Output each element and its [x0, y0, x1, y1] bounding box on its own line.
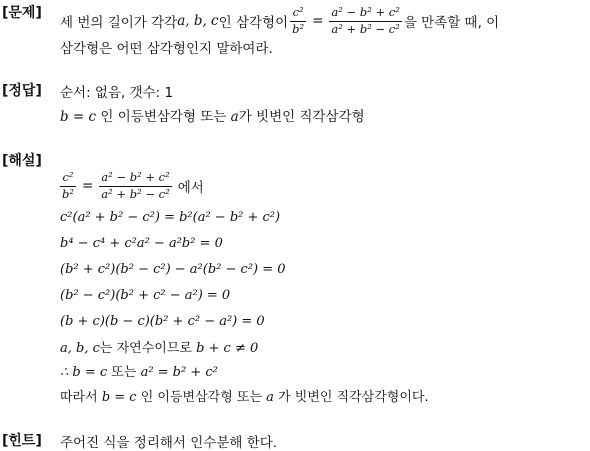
problem-line-1 [60, 4, 499, 38]
solution-text: 는 자연수이므로 [99, 341, 197, 356]
problem-text-prefix: 세 번의 길이가 각각 [60, 15, 178, 31]
answer-line-1: 순서: 없음, 갯수: 1 [60, 85, 174, 101]
problem-text-suffix: 을 만족할 때, 이 [403, 15, 500, 31]
hint-text: 주어진 식을 정리해서 인수분해 한다. [60, 435, 278, 451]
solution-fraction-line [58, 168, 204, 204]
equals-sign: = [81, 178, 94, 194]
solution-math: ∴ b = c [60, 365, 108, 380]
problem-tag: [문제] [2, 5, 42, 21]
answer-line-2 [60, 105, 365, 125]
answer-text-a: 인 이등변삼각형 또는 [100, 109, 231, 125]
solution-frac-suffix: 에서 [177, 180, 204, 196]
solution-text: 또는 [107, 365, 141, 380]
fraction-denominator: a² + b² − c² [331, 21, 400, 36]
solution-var: a [266, 390, 274, 405]
solution-math: b + c ≠ 0 [196, 341, 259, 356]
fraction-denominator: b² [62, 186, 74, 201]
equals-sign: = [312, 13, 324, 29]
solution-text: 인 이등변삼각형 또는 [136, 390, 267, 405]
problem-lhs-fraction [290, 6, 306, 37]
answer-var: a [230, 109, 239, 125]
solution-tag: [해설] [2, 153, 42, 169]
problem-vars: a, b, c [177, 13, 219, 29]
solution-math: a² = b² + c² [140, 365, 218, 380]
solution-line-6 [60, 337, 258, 356]
solution-math: a, b, c [60, 341, 100, 356]
fraction-denominator: b² [292, 21, 305, 36]
fraction-numerator: a² − b² + c² [101, 169, 170, 184]
solution-eq-1: c²(a² + b² − c²) = b²(a² − b² + c²) [60, 210, 281, 225]
solution-eq-3: (b² + c²)(b² − c²) − a²(b² − c²) = 0 [60, 262, 286, 277]
fraction-numerator: a² − b² + c² [331, 4, 400, 19]
solution-eq-2: b⁴ − c⁴ + c²a² − a²b² = 0 [60, 236, 223, 251]
problem-line-2: 삼각형은 어떤 삼각형인지 말하여라. [60, 41, 273, 57]
fraction-numerator: c² [292, 4, 304, 19]
hint-tag: [힌트] [2, 433, 42, 449]
solution-lhs-fraction [60, 171, 76, 202]
solution-text: 가 빗변인 직각삼각형이다. [273, 390, 429, 405]
answer-tag: [정답] [2, 83, 42, 99]
answer-text-b: 가 빗변인 직각삼각형 [238, 109, 365, 125]
problem-rhs-fraction [329, 6, 401, 37]
solution-rhs-fraction [99, 171, 171, 202]
solution-line-7 [60, 361, 218, 380]
solution-line-8 [60, 386, 429, 405]
solution-eq-5: (b + c)(b − c)(b² + c² − a²) = 0 [60, 314, 265, 329]
solution-math: b = c [101, 390, 137, 405]
solution-eq-4: (b² − c²)(b² + c² − a²) = 0 [60, 288, 231, 303]
answer-math: b = c [60, 109, 97, 125]
problem-text-mid: 인 삼각형이 [218, 15, 289, 31]
fraction-denominator: a² + b² − c² [101, 186, 170, 201]
fraction-numerator: c² [62, 169, 74, 184]
solution-text: 따라서 [60, 390, 102, 405]
